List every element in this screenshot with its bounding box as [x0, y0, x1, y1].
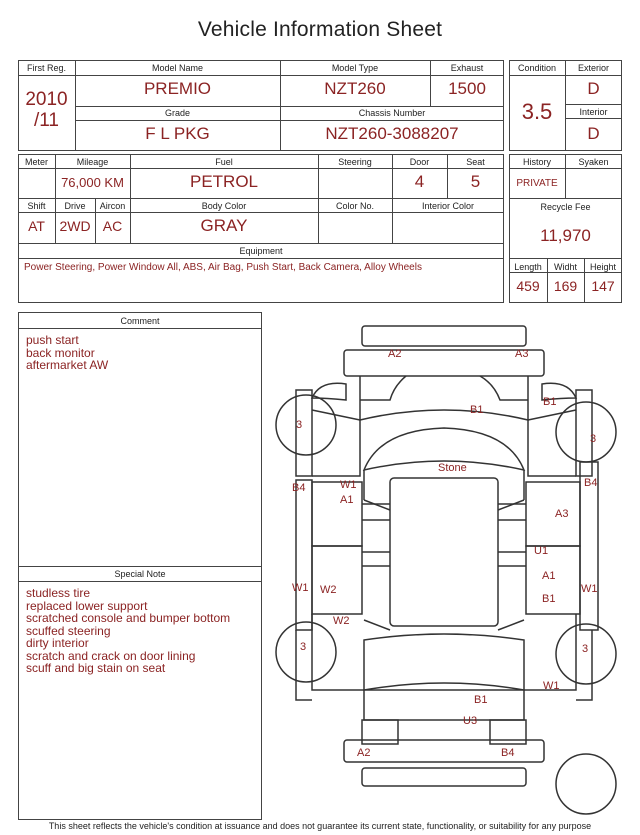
aircon-label: Aircon — [99, 201, 126, 211]
mark-right-mid-u: U1 — [534, 545, 549, 557]
mark-front-left-bumper: A2 — [388, 348, 402, 360]
body-color-label: Body Color — [201, 201, 247, 211]
seat-value: 5 — [470, 172, 481, 191]
mileage-label: Mileage — [76, 157, 109, 167]
mileage-value: 76,000 KM — [61, 175, 124, 190]
exhaust-value: 1500 — [448, 79, 486, 98]
comment-label: Comment — [120, 316, 160, 326]
condition-label: Condition — [517, 63, 557, 73]
interior-label: Interior — [579, 107, 608, 117]
mark-left-rear-door: W2 — [320, 584, 337, 596]
grade-value: F L PKG — [145, 124, 210, 143]
mark-right-fender: B4 — [584, 477, 598, 489]
length-value: 459 — [516, 278, 540, 294]
steering-label: Steering — [338, 157, 372, 167]
interior-color-label: Interior Color — [421, 201, 475, 211]
width-value: 169 — [553, 278, 578, 294]
equipment-value: Power Steering, Power Window All, ABS, Air Bag, Push Start, Back Camera, Alloy Wheels — [24, 262, 422, 273]
mark-left-front-door-b: A1 — [340, 494, 354, 506]
sheet-title: Vehicle Information Sheet — [197, 18, 443, 41]
fuel-label: Fuel — [215, 157, 233, 167]
shift-label: Shift — [27, 201, 46, 211]
color-no-label: Color No. — [335, 201, 374, 211]
recycle-fee-value: 11,970 — [540, 226, 591, 245]
front-left-wheel-icon — [276, 395, 336, 455]
shift-value: AT — [28, 218, 45, 234]
mark-right-quarter: W1 — [543, 680, 560, 692]
mark-left-fender: B4 — [292, 482, 306, 494]
special-note-label: Special Note — [114, 569, 166, 579]
condition-value: 3.5 — [521, 99, 553, 124]
door-label: Door — [409, 157, 430, 167]
drive-value: 2WD — [59, 218, 91, 234]
mark-rear-left-wheel: 3 — [300, 641, 307, 653]
mark-rear-right-wheel: 3 — [582, 643, 589, 655]
history-value: PRIVATE — [516, 178, 558, 189]
mark-right-rear-outer: W1 — [581, 583, 598, 595]
aircon-value: AC — [102, 218, 123, 234]
model-type-label: Model Type — [331, 63, 379, 73]
drive-label: Drive — [64, 201, 86, 211]
mark-front-right-wheel: 3 — [590, 433, 597, 445]
fuel-value: PETROL — [189, 172, 259, 191]
chassis-label: Chassis Number — [358, 108, 426, 118]
first-reg-label: First Reg. — [26, 63, 66, 73]
model-name-value: PREMIO — [143, 79, 212, 98]
mark-right-front-door: A3 — [555, 508, 569, 520]
mark-trunk: B1 — [474, 694, 488, 706]
meter-label: Meter — [24, 157, 48, 167]
model-type-value: NZT260 — [324, 79, 386, 98]
history-label: History — [522, 157, 551, 167]
width-label: Widht — [553, 262, 577, 272]
length-label: Length — [514, 262, 542, 272]
comment-text: push start back monitor aftermarket AW — [26, 333, 109, 372]
height-value: 147 — [591, 278, 615, 294]
mark-rear-right-bumper: B4 — [501, 747, 515, 759]
exterior-value: D — [587, 79, 600, 98]
model-name-label: Model Name — [151, 63, 204, 73]
syaken-label: Syaken — [578, 157, 609, 167]
mark-left-rear-outer: W1 — [292, 582, 309, 594]
car-damage-diagram — [270, 318, 632, 820]
equipment-label: Equipment — [239, 246, 283, 256]
grade-label: Grade — [164, 108, 190, 118]
mark-rear-left-bumper: A2 — [357, 747, 371, 759]
recycle-fee-label: Recycle Fee — [540, 202, 591, 212]
body-color-value: GRAY — [200, 216, 248, 235]
mark-roof: Stone — [438, 462, 467, 474]
exterior-label: Exterior — [577, 63, 609, 73]
exhaust-label: Exhaust — [450, 63, 484, 73]
disclaimer-footer: This sheet reflects the vehicle's condition at issuance and does not guarantee its current state, functionality, or suitability for any purpose — [48, 821, 592, 831]
seat-label: Seat — [466, 157, 485, 167]
mark-hood: B1 — [470, 404, 484, 416]
interior-value: D — [587, 124, 600, 143]
height-label: Height — [589, 262, 616, 272]
spare-wheel-icon — [556, 754, 616, 814]
first-reg-year: 2010 — [25, 89, 68, 110]
mark-left-front-door-a: W1 — [340, 479, 357, 491]
special-note-text: studless tire replaced lower support scratched console and bumper bottom scuffed steering dirty interior scratch and crack on door lining scuff and big stain on seat — [26, 586, 231, 675]
mark-front-right-bumper: A3 — [515, 348, 529, 360]
door-value: 4 — [414, 172, 425, 191]
mark-right-rear-door-a: A1 — [542, 570, 556, 582]
mark-front-right-fender: B1 — [543, 396, 557, 408]
mark-right-rear-door-b: B1 — [542, 593, 556, 605]
front-right-wheel-icon — [556, 402, 616, 462]
first-reg-month: /11 — [33, 110, 59, 131]
chassis-value: NZT260-3088207 — [325, 124, 459, 143]
mark-front-left-wheel: 3 — [296, 419, 303, 431]
mark-trunk-lower: U3 — [463, 715, 478, 727]
mark-left-rocker: W2 — [333, 615, 350, 627]
